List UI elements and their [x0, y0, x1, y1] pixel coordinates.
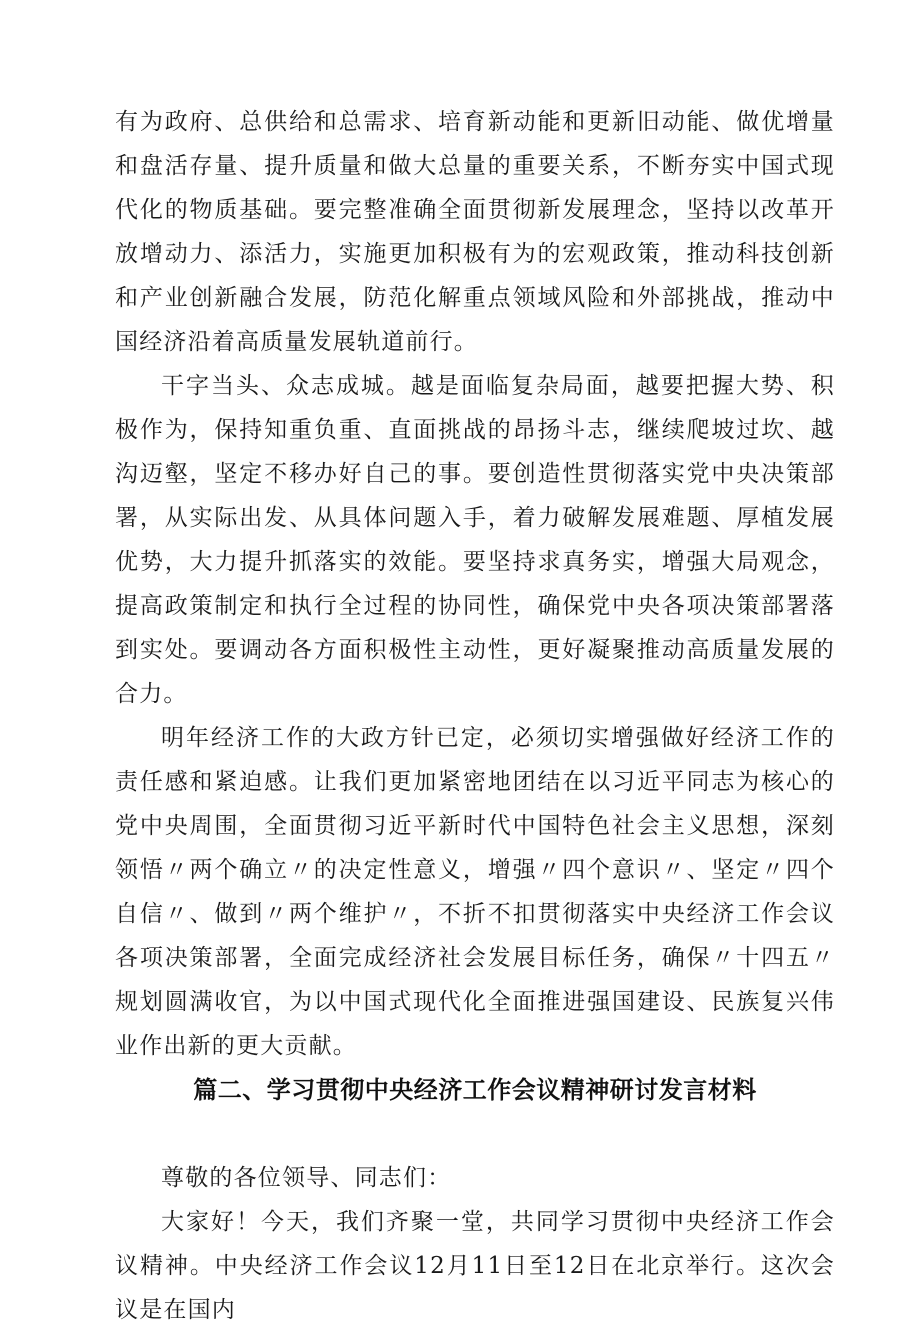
- paragraph: 明年经济工作的大政方针已定，必须切实增强做好经济工作的责任感和紧迫感。让我们更加紧密地团结在以习近平同志为核心的党中央周围，全面贯彻习近平新时代中国特色社会主义思想，深刻领悟〃两个确立〃的决定性意义，增强〃四个意识〃、坚定〃四个自信〃、做到〃两个维护〃，不折不扣贯彻落实中央经济工作会议各项决策部署，全面完成经济社会发展目标任务，确保〃十四五〃规划圆满收官，为以中国式现代化全面推进强国建设、民族复兴伟业作出新的更大贡献。: [115, 725, 835, 1059]
- salutation: 尊敬的各位领导、同志们：: [161, 1165, 452, 1191]
- paragraph: 大家好！今天，我们齐聚一堂，共同学习贯彻中央经济工作会议精神。中央经济工作会议12月11日至12日在北京举行。这次会议是在国内: [115, 1209, 835, 1323]
- blank-line: [115, 1112, 835, 1156]
- paragraph: 干字当头、众志成城。越是面临复杂局面，越要把握大势、积极作为，保持知重负重、直面挑战的昂扬斗志，继续爬坡过坎、越沟迈壑，坚定不移办好自己的事。要创造性贯彻落实党中央决策部署，从实际出发、从具体问题入手，着力破解发展难题、厚植发展优势，大力提升抓落实的效能。要坚持求真务实，增强大局观念，提高政策制定和执行全过程的协同性，确保党中央各项决策部署落到实处。要调动各方面积极性主动性，更好凝聚推动高质量发展的合力。: [115, 373, 835, 707]
- section-heading: 篇二、学习贯彻中央经济工作会议精神研讨发言材料: [193, 1076, 757, 1104]
- paragraph-continuation: 有为政府、总供给和总需求、培育新动能和更新旧动能、做优增量和盘活存量、提升质量和做大总量的重要关系，不断夯实中国式现代化的物质基础。要完整准确全面贯彻新发展理念，坚持以改革开放增动力、添活力，实施更加积极有为的宏观政策，推动科技创新和产业创新融合发展，防范化解重点领域风险和外部挑战，推动中国经济沿着高质量发展轨道前行。: [115, 109, 835, 355]
- document-body: [115, 100, 835, 1332]
